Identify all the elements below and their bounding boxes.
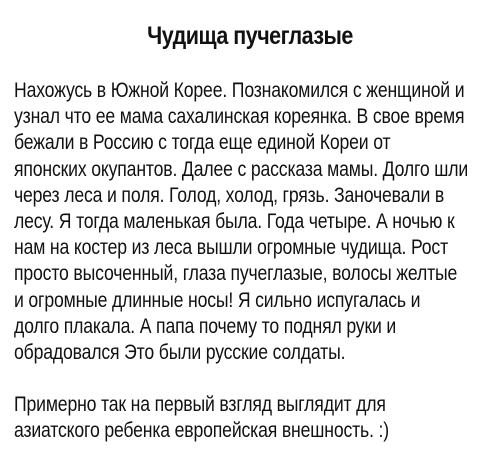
paragraph-2-line: Примерно так на первый взгляд выглядит для (14, 393, 386, 417)
paragraph-1-line: долго плакала. А папа почему то поднял руки и (14, 314, 397, 338)
document-title: Чудища пучеглазые (147, 22, 353, 50)
paragraph-2-line: азиатского ребенка европейская внешность. :) (14, 419, 389, 443)
paragraph-1-line: лесу. Я тогда маленькая была. Года четыре. А ночью к (14, 210, 455, 234)
paragraph-1-line: обрадовался Это были русские солдаты. (14, 341, 346, 365)
paragraph-1-line: Нахожусь в Южной Корее. Познакомился с женщиной и (14, 79, 465, 102)
paragraph-1-line: через леса и поля. Голод, холод, грязь. Заночевали в (14, 183, 445, 207)
document-body (14, 78, 468, 445)
paragraph-1-line: нам на костер из леса вышли огромные чудища. Рост (14, 236, 449, 260)
paragraph-1-line: узнал что ее мама сахалинская кореянка. В свое время (14, 105, 465, 129)
paragraph-1-line: и огромные длинные носы! Я сильно испугалась и (14, 288, 421, 312)
paragraph-1-line: бежали в Россию с тогда еще единой Кореи от (14, 131, 391, 155)
paragraph-1-line: японских окупантов. Далее с рассказа мамы. Долго шли (14, 157, 469, 181)
paragraph-1-line: просто высоченный, глаза пучеглазые, волосы желтые (14, 262, 458, 286)
